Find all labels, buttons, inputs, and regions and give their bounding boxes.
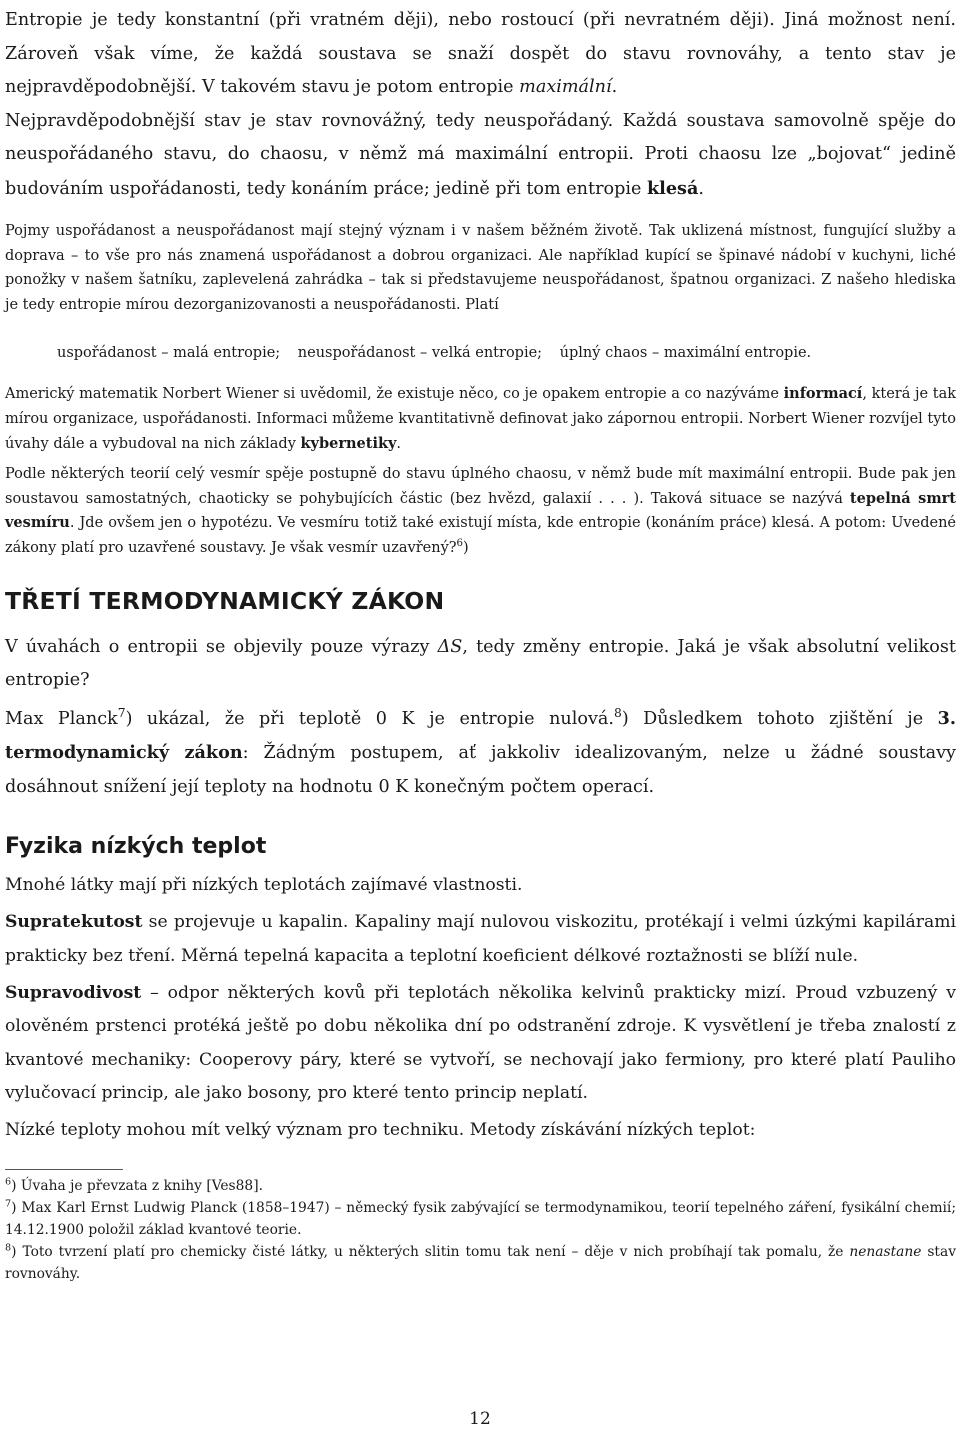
paragraph-low-temp-methods: Nízké teploty mohou mít velký význam pro techniku. Metody získávání nízkých teplot:	[5, 1120, 756, 1141]
paragraph-heat-death: Podle některých teorií celý vesmír spěje postupně do stavu úplného chaosu, v němž bude mít maximální entropii. Bude pak jen soustavou samostatných, chaoticky se pohybujících částic (bez hvězd, galaxií . . . ). Taková situace se nazývá tepelná smrt vesmíru. Jde ovšem jen o hypotézu. Ve vesmíru totiž také existují místa, kde entropie (konáním práce) klesá. A potom: Uvedené zákony platí pro uzavřené soustavy. Je však vesmír uzavřený?$^6$)	[5, 466, 957, 556]
page-number: 12	[469, 1409, 491, 1429]
footnote-divider	[5, 1169, 123, 1170]
formula-chaos: úplný chaos – maximální entropie.	[559, 345, 812, 362]
subsection-heading-low-temperatures: Fyzika nízkých teplot	[5, 834, 267, 860]
footnote-ref-7[interactable]: 7	[117, 705, 126, 720]
paragraph-order-disorder: Pojmy uspořádanost a neuspořádanost mají stejný význam i v našem běžném životě. Tak uklizená místnost, fungující služby a doprava – to vše pro nás znamená uspořádanost a dobrou organizaci. Ale například kupící se špinavé nádobí v kuchyni, liché ponožky v našem šatníku, zaplevelená zahrádka – tak si představujeme neuspořádanost, špatnou organizaci. Z našeho hlediska je tedy entropie mírou dezorganizovanosti a neuspořádanosti. Platí	[5, 223, 956, 313]
emphasis-nenastane: nenastane	[849, 1243, 922, 1260]
strong-cybernetics: kybernetiky	[300, 434, 397, 452]
paragraph-planck: Max Planck$^7$) ukázal, že při teplotě 0 K je entropie nulová.$^8$) Důsledkem tohoto zjištění je 3. termodynamický zákon: Žádným postupem, ať jakkoliv idealizovaným, nelze u žádné soustavy dosáhnout snížení její teploty na hodnotu 0 K konečným počtem operací.	[5, 705, 956, 797]
paragraph-superconductivity: Supravodivost – odpor některých kovů při teplotách několika kelvinů prakticky mizí. Proud vzbuzený v olověném prstenci protéká ještě po dobu několika dní po odstranění zdroje. K vysvětlení je třeba znalostí z kvantové mechaniky: Cooperovy páry, které se vytvoří, se nechovají jako fermiony, pro které platí Pauliho vylučovací princip, ale jako bosony, pro které tento princip neplatí.	[5, 982, 956, 1103]
emphasis-maximal: maximální	[519, 77, 612, 97]
section-heading-third-law: TŘETÍ TERMODYNAMICKÝ ZÁKON	[5, 586, 445, 615]
footnote-ref-6[interactable]: 6	[456, 538, 463, 550]
strong-heat-death: tepelná smrt vesmíru	[5, 489, 957, 532]
footnote-7: $^7$) Max Karl Ernst Ludwig Planck (1858–1947) – německý fysik zabývající se termodynamikou, teorií tepelného záření, fysikální chemií; 14.12.1900 položil základ kvantové teorie.	[5, 1198, 956, 1238]
footnote-ref-8[interactable]: 8	[613, 705, 622, 720]
strong-decreases: klesá	[646, 177, 699, 199]
strong-third-law: 3. termodynamický zákon	[5, 707, 956, 764]
entropy-formula-line	[57, 337, 956, 369]
footnote-8: $^8$) Toto tvrzení platí pro chemicky čisté látky, u některých slitin tomu tak není – děje v nich probíhají tak pomalu, že nenastane stav rovnováhy.	[5, 1242, 956, 1282]
strong-superconductivity: Supravodivost	[5, 982, 142, 1003]
formula-disorder: neuspořádanost – velká entropie;	[297, 345, 543, 362]
strong-information: informací	[783, 385, 863, 403]
paragraph-absolute-entropy: V úvahách o entropii se objevily pouze výrazy ΔS, tedy změny entropie. Jaká je však absolutní velikost entropie?	[5, 636, 956, 691]
paragraph-equilibrium: Nejpravděpodobnější stav je stav rovnovážný, tedy neuspořádaný. Každá soustava samovolně spěje do neuspořádaného stavu, do chaosu, v němž má maximální entropii. Proti chaosu lze „bojovat“ jedině budováním uspořádanosti, tedy konáním práce; jedině při tom entropie klesá.	[5, 110, 956, 199]
paragraph-low-temp-intro: Mnohé látky mají při nízkých teplotách zajímavé vlastnosti.	[5, 875, 523, 896]
footnote-6: $^6$) Úvaha je převzata z knihy [Ves88].	[5, 1176, 263, 1195]
paragraph-entropy-constant: Entropie je tedy konstantní (při vratném ději), nebo rostoucí (při nevratném ději). Jiná možnost není. Zároveň však víme, že každá soustava se snaží dospět do stavu rovnováhy, a tento stav je nejpravděpodobnější. V takovém stavu je potom entropie maximální.	[5, 10, 956, 97]
paragraph-wiener: Americký matematik Norbert Wiener si uvědomil, že existuje něco, co je opakem entropie a co nazýváme informací, která je tak mírou organizace, uspořádanosti. Informaci můžeme kvantitativně definovat jako zápornou entropii. Norbert Wiener rozvíjel tyto úvahy dále a vybudoval na nich základy kybernetiky.	[5, 385, 956, 452]
paragraph-superfluidity: Supratekutost se projevuje u kapalin. Kapaliny mají nulovou viskozitu, protékají i velmi úzkými kapilárami prakticky bez tření. Měrná tepelná kapacita a teplotní koeficient délkové roztažnosti se blíží nule.	[5, 912, 956, 966]
formula-order: uspořádanost – malá entropie;	[57, 345, 281, 362]
strong-superfluidity: Supratekutost	[5, 912, 143, 933]
math-delta-s: ΔS	[437, 636, 463, 657]
